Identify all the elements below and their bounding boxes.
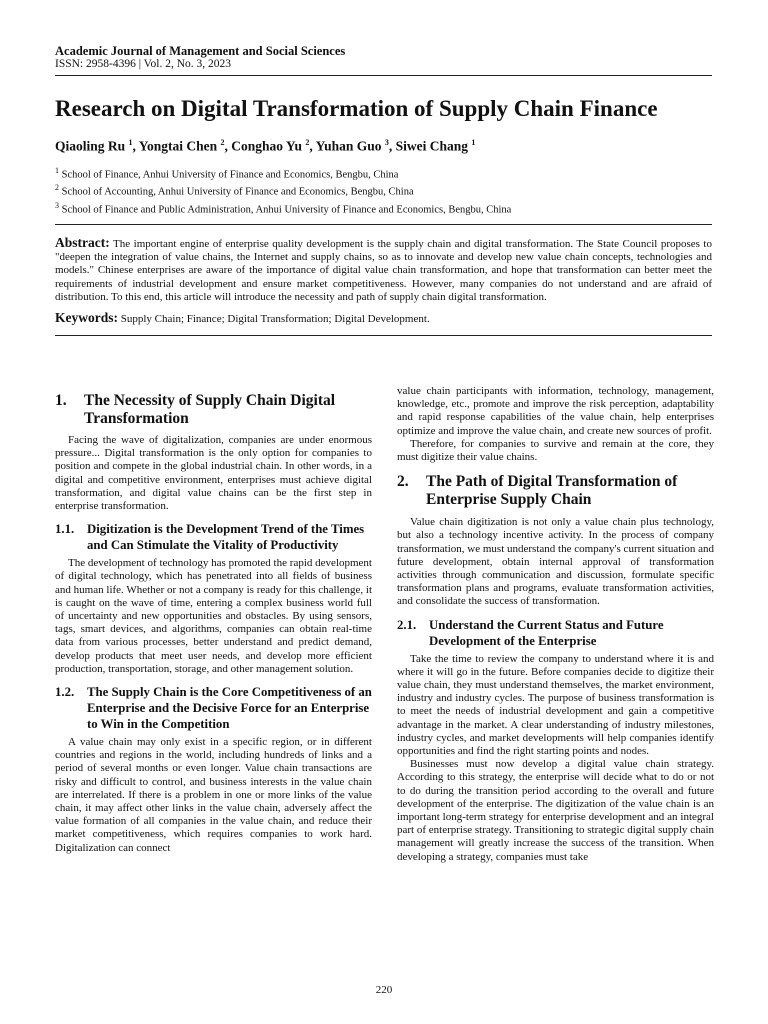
author-name: Yuhan Guo bbox=[315, 138, 382, 154]
paper-header bbox=[55, 44, 712, 336]
section-heading bbox=[55, 392, 372, 427]
affiliation-number: 3 bbox=[55, 200, 59, 210]
author-name: Conghao Yu bbox=[231, 138, 302, 154]
author-name: Siwei Chang bbox=[395, 138, 469, 154]
author-affiliation-mark: 1 bbox=[471, 138, 476, 147]
subsection-number: 1.1. bbox=[55, 522, 75, 537]
author-name: Yongtai Chen bbox=[138, 138, 218, 154]
keywords-bottom-rule bbox=[55, 335, 712, 336]
abstract-top-rule bbox=[55, 224, 712, 225]
author-affiliation-mark: 2 bbox=[220, 138, 225, 147]
body-paragraph: Take the time to review the company to understand where it is and where it will go in the future. Before companies decide to digitize their value chain, they must understand themselves, the market environment, industry and industry cycles. The purpose of business transformation is to meet the needs of industrial development and gain a competitive advantage in the market. A clear understanding of industry milestones, industry cycles, and market developments will help companies identify opportunities and find the right starting points and nodes. bbox=[397, 652, 714, 758]
affiliation-text: School of Finance, Anhui University of Finance and Economics, Bengbu, China bbox=[61, 169, 399, 180]
abstract-label: Abstract: bbox=[55, 235, 110, 250]
affiliation-number: 1 bbox=[55, 165, 59, 175]
keywords bbox=[55, 311, 712, 326]
author-separator: , bbox=[224, 138, 232, 154]
author-separator: , bbox=[388, 138, 396, 154]
author-affiliation-mark: 2 bbox=[305, 138, 310, 147]
abstract bbox=[55, 236, 712, 304]
subsection-title: Digitization is the Development Trend of the Times and Can Stimulate the Vitality of Productivity bbox=[87, 522, 365, 553]
affiliation bbox=[55, 199, 712, 217]
abstract-text: The important engine of enterprise quality development is the supply chain and digital transformation. The State Council proposes to "deepen the integration of value chains, the Internet and supply chains, so as to innovate and develop new value chain concepts, technologies and models." Chinese enterprises are aware of the importance of digital value chain transformation, and hope that transformation can better meet the requirements of industrial development and ensure market competitiveness. However, many companies do not understand and are afraid of distribution. To this end, this article will introduce the necessity and path of supply chain digital transformation. bbox=[55, 238, 712, 303]
body-paragraph: value chain participants with information, technology, management, knowledge, etc., promote and improve the risk perception, adaptability and rapid response capabilities of the value chain, help enterprises optimize and improve the value chain, and create new sources of profit. bbox=[397, 385, 714, 437]
section-heading bbox=[397, 473, 714, 508]
author-name: Qiaoling Ru bbox=[55, 138, 126, 154]
section-title: The Path of Digital Transformation of Enterprise Supply Chain bbox=[426, 473, 678, 508]
body-paragraph: The development of technology has promoted the rapid development of digital technology, which has penetrated into all fields of business and human life. Whether or not a company is ready for this challenge, it is caught on the wave of time, entering a complex business world full of uncertainty and new opportunities and obstacles. By using sensors, tags, smart devices, and algorithms, companies can obtain real-time data from various processes, better understand and predict demand, develop products that meet user needs, and develop more efficient production, transportation, storage, and other management solution. bbox=[55, 557, 372, 675]
affiliation-number: 2 bbox=[55, 183, 59, 192]
page-number: 220 bbox=[375, 984, 393, 996]
paper-title: Research on Digital Transformation of Supply Chain Finance bbox=[55, 96, 658, 121]
author-affiliation-mark: 3 bbox=[384, 138, 389, 147]
subsection-heading bbox=[55, 684, 372, 732]
header-rule bbox=[55, 75, 712, 76]
section-number: 2. bbox=[397, 473, 409, 491]
body-paragraph: Businesses must now develop a digital value chain strategy. According to this strategy, the enterprise will decide what to do or not to do during the transition period according to the overall and future development of the enterprise. The digitization of the value chain is an important long-term strategy for enterprise development and an integral part of enterprise strategy. Transitioning to strategic digital supply chain management will greatly increase the success of the transition. When developing a strategy, companies must take bbox=[397, 758, 715, 863]
right-column bbox=[397, 385, 714, 864]
affiliation bbox=[55, 164, 712, 182]
body-paragraph: Therefore, for companies to survive and remain at the core, they must digitize their value chains. bbox=[397, 437, 714, 464]
body-paragraph: Value chain digitization is not only a value chain plus technology, but also a technology incentive activity. In the process of company transformation, we must understand the company's current situation and future development, obtain internal approval of transformation activities through communication and discussion, formulate specific transformation plans and programs, evaluate transformation activities, and consolidate the success of transformation. bbox=[397, 516, 714, 608]
body-paragraph: A value chain may only exist in a specific region, or in different countries and regions in the world, including hundreds of links and a period of several months or even longer. Value chain transactions are risky and difficult to control, and business interests in the value chain are interrelated. If there is a problem in one or more links of the value chain, it may affect other links in the value chain, adversely affect the value formation of all companies in the value chain, and reduce their market competitiveness, which requires companies to work hard. Digitalization can connect bbox=[55, 736, 372, 854]
subsection-heading bbox=[55, 521, 372, 553]
subsection-number: 2.1. bbox=[397, 617, 417, 632]
author-separator: , bbox=[132, 138, 139, 154]
author-list bbox=[55, 135, 712, 155]
section-title: The Necessity of Supply Chain Digital Transformation bbox=[84, 392, 336, 427]
issn-line: ISSN: 2958-4396 | Vol. 2, No. 3, 2023 bbox=[55, 58, 231, 70]
body-paragraph: Facing the wave of digitalization, companies are under enormous pressure... Digital transformation is the only option for companies to position and compete in the global industrial chain. In other words, in a digital and competitive environment, enterprises must achieve digital transformation, and digital value chains can be the first step in enterprise transformation. bbox=[55, 434, 372, 513]
keywords-label: Keywords: bbox=[55, 310, 118, 326]
left-column bbox=[55, 385, 372, 855]
affiliation-list bbox=[55, 164, 712, 217]
author-affiliation-mark: 1 bbox=[128, 138, 133, 147]
subsection-title: Understand the Current Status and Future Development of the Enterprise bbox=[429, 617, 664, 648]
author-separator: , bbox=[309, 138, 316, 154]
section-number: 1. bbox=[55, 392, 67, 409]
subsection-heading bbox=[397, 617, 714, 649]
journal-name: Academic Journal of Management and Social Sciences bbox=[55, 44, 346, 58]
subsection-number: 1.2. bbox=[55, 685, 75, 700]
affiliation bbox=[55, 181, 712, 199]
subsection-title: The Supply Chain is the Core Competitiveness of an Enterprise and the Decisive Force for an Enterprise to Win in the Competition bbox=[87, 685, 372, 732]
affiliation-text: School of Accounting, Anhui University of Finance and Economics, Bengbu, China bbox=[61, 186, 414, 198]
affiliation-text: School of Finance and Public Administration, Anhui University of Finance and Economics, Bengbu, China bbox=[61, 204, 512, 215]
keywords-text: Supply Chain; Finance; Digital Transformation; Digital Development. bbox=[120, 313, 430, 326]
